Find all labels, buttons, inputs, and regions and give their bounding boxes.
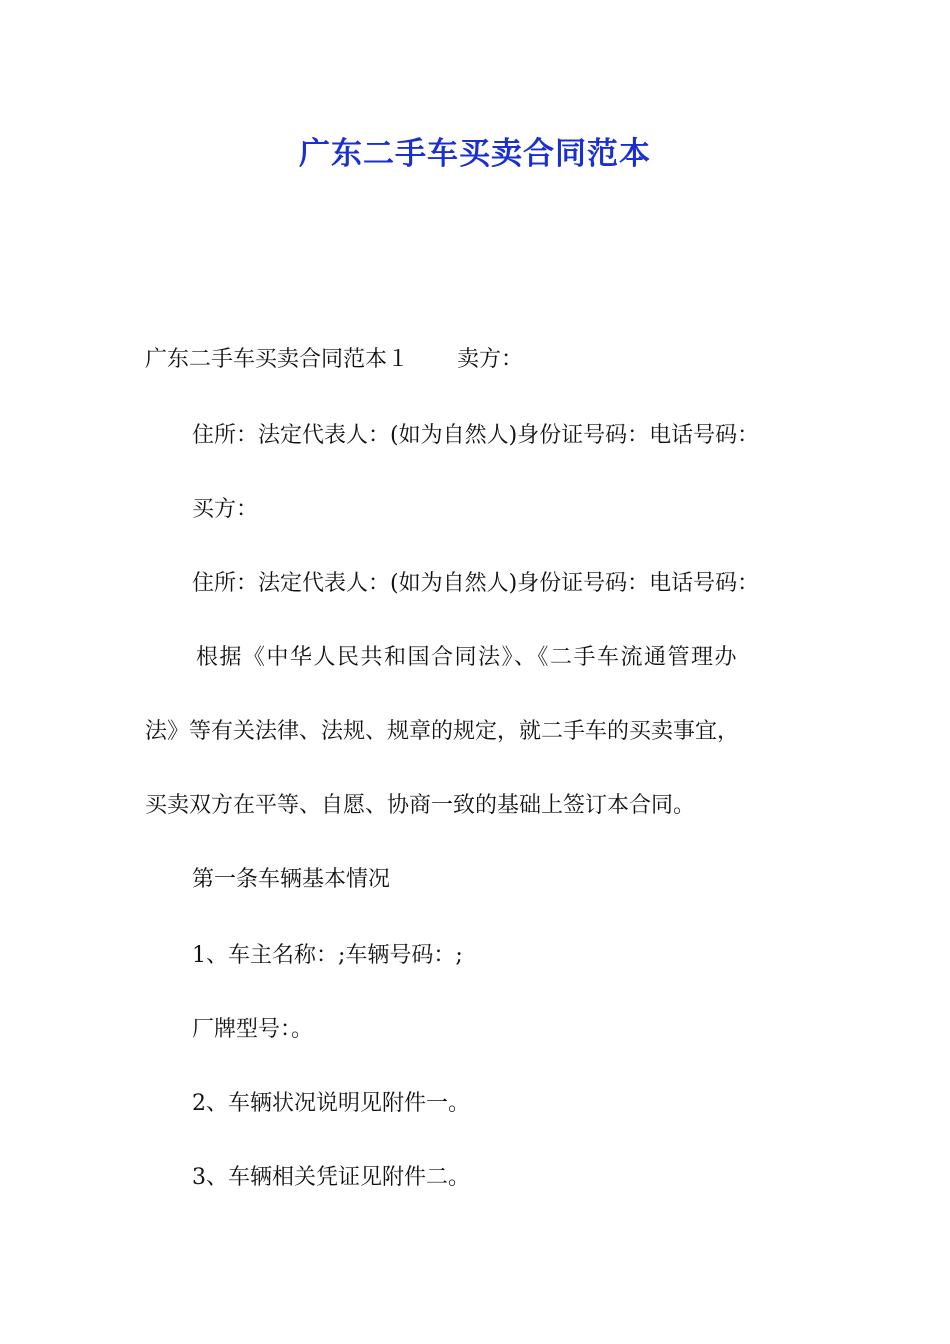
seller-address-line: 住所：法定代表人：(如为自然人)身份证号码：电话号码： <box>192 423 760 448</box>
preamble-line-3: 买卖双方在平等、自愿、协商一致的基础上签订本合同。 <box>145 793 696 818</box>
heading-line <box>145 342 815 378</box>
seller-label: 卖方： <box>457 347 524 372</box>
item-3: 3、车辆相关凭证见附件二。 <box>192 1165 470 1190</box>
heading-text: 广东二手车买卖合同范本１ <box>145 347 410 372</box>
buyer-label: 买方： <box>192 497 259 522</box>
preamble-line-1: 根据《中华人民共和国合同法》、《二手车流通管理办 <box>196 645 739 670</box>
item-1: 1、车主名称：;车辆号码：; <box>192 943 463 968</box>
document-title: 广东二手车买卖合同范本 <box>299 136 651 172</box>
item-2: 2、车辆状况说明见附件一。 <box>192 1091 470 1116</box>
preamble-line-2: 法》等有关法律、法规、规章的规定，就二手车的买卖事宜， <box>145 719 740 744</box>
brand-model: 厂牌型号：。 <box>192 1017 314 1042</box>
article-1-title: 第一条车辆基本情况 <box>192 867 391 892</box>
buyer-address-line: 住所：法定代表人：(如为自然人)身份证号码：电话号码： <box>192 571 760 596</box>
